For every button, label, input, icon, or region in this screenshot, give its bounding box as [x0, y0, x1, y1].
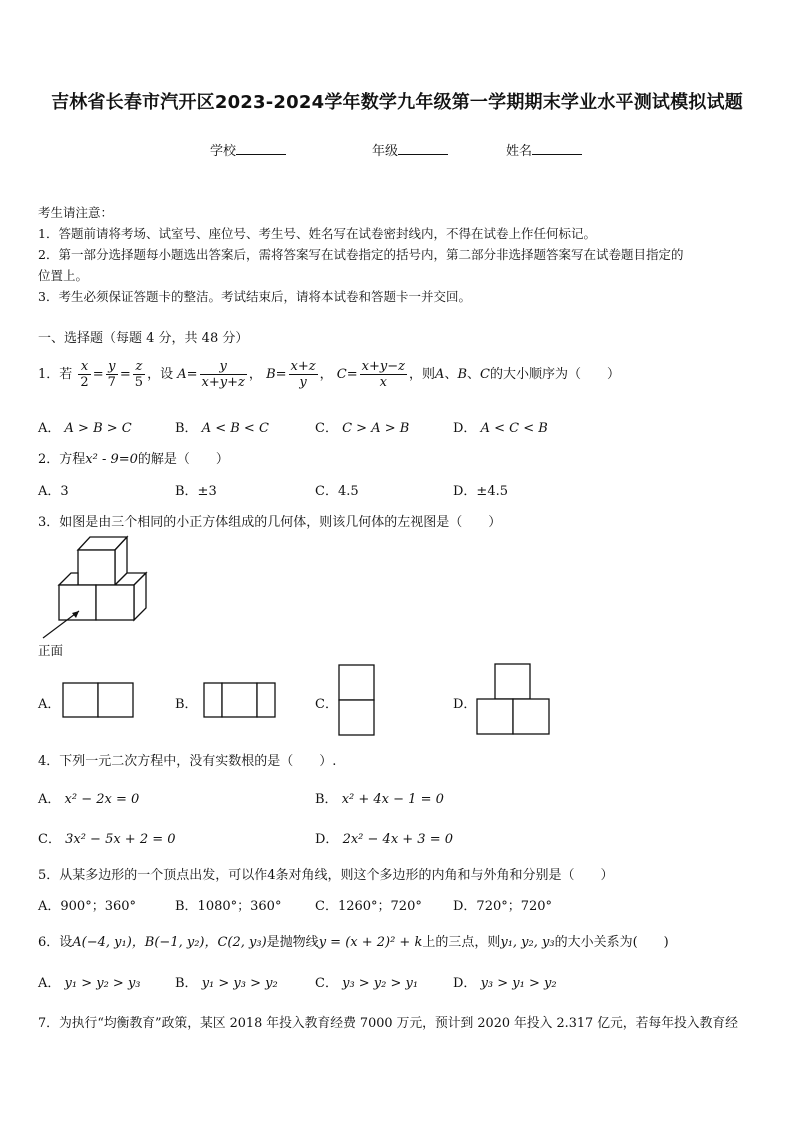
grade-blank[interactable]	[398, 142, 448, 155]
school-label: 学校	[210, 144, 237, 159]
q1-option-a[interactable]: A． A > B > C	[38, 421, 132, 436]
q1-option-d[interactable]: D． A < C < B	[453, 421, 548, 436]
frac-B: $\frac{x+z}{y}$	[290, 359, 316, 390]
q3-option-a[interactable]: A．	[38, 697, 61, 712]
question-2-stem: 2．方程x² - 9=0的解是（ ）	[38, 452, 229, 467]
section-heading: 一、选择题（每题 4 分，共 48 分）	[38, 331, 249, 346]
q6-option-d[interactable]: D． y₃ > y₁ > y₂	[453, 976, 557, 991]
q3-option-d[interactable]: D．	[453, 697, 477, 712]
school-blank[interactable]	[236, 142, 286, 155]
frac-z-5: $\frac{z}{5}$	[134, 359, 144, 390]
question-5-stem: 5．从某多边形的一个顶点出发，可以作4条对角线，则这个多边形的内角和与外角和分别是（ ）	[38, 868, 614, 883]
q2-option-d[interactable]: D．±4.5	[453, 484, 508, 499]
q2-option-a[interactable]: A．3	[38, 484, 69, 499]
name-label: 姓名	[506, 144, 533, 159]
q1-option-b[interactable]: B． A < B < C	[175, 421, 269, 436]
q4-option-d[interactable]: D． 2x² − 4x + 3 = 0	[315, 832, 454, 847]
frac-A: $\frac{y}{x+y+z}$	[201, 359, 245, 390]
q4-option-a[interactable]: A． x² − 2x = 0	[38, 792, 140, 807]
q6-option-b[interactable]: B． y₁ > y₃ > y₂	[175, 976, 278, 991]
question-3-stem: 3．如图是由三个相同的小正方体组成的几何体，则该几何体的左视图是（ ）	[38, 515, 502, 530]
front-label: 正面	[38, 643, 64, 658]
q5-option-c[interactable]: C．1260°；720°	[315, 899, 422, 914]
notes-item-3: 3．考生必须保证答题卡的整洁。考试结束后，请将本试卷和答题卡一并交回。	[38, 289, 471, 304]
notes-item-2: 2．第一部分选择题每小题选出答案后，需将答案写在试卷指定的括号内，第二部分非选择题答案写在试卷题目指定的	[38, 247, 684, 262]
q3-option-a-figure[interactable]	[62, 682, 134, 718]
q3-option-b[interactable]: B．	[175, 697, 198, 712]
question-7-stem: 7．为执行“均衡教育”政策，某区 2018 年投入教育经费 7000 万元，预计到 2020 年投入 2.317 亿元，若每年投入教育经	[38, 1016, 738, 1031]
notes-item-1: 1．答题前请将考场、试室号、座位号、考生号、姓名写在试卷密封线内，不得在试卷上作任何标记。	[38, 226, 596, 241]
frac-x-2: $\frac{x}{2}$	[80, 359, 89, 390]
question-1-stem: 1．若 $\frac{x}{2}$ = $\frac{y}{7}$ = $\frac{z}{5}$ ，设 A= $\frac{y}{x+y+z}$ ， B= $\frac{x+z}{y}$ ， C= $\frac{x+y-z}{x}$ ，则A、B、C的大小顺序为（ ）	[38, 359, 620, 390]
q6-option-c[interactable]: C． y₃ > y₂ > y₁	[315, 976, 419, 991]
q1-option-c[interactable]: C． C > A > B	[315, 421, 410, 436]
q3-option-c[interactable]: C．	[315, 697, 338, 712]
question-4-stem: 4．下列一元二次方程中，没有实数根的是（ ）.	[38, 754, 337, 769]
notes-item-2-cont: 位置上。	[38, 268, 89, 283]
q3-option-b-figure[interactable]	[203, 682, 276, 718]
notes-heading: 考生请注意：	[38, 205, 114, 220]
q3-option-c-figure[interactable]	[338, 664, 375, 736]
q2-option-b[interactable]: B．±3	[175, 484, 217, 499]
school-field	[210, 140, 286, 159]
name-blank[interactable]	[532, 142, 582, 155]
question-6-stem: 6．设A(−4, y₁)，B(−1, y₂)，C(2, y₃)是抛物线y = (x + 2)² + k上的三点，则y₁, y₂, y₃的大小关系为( )	[38, 935, 669, 950]
frac-C: $\frac{x+y-z}{x}$	[361, 359, 406, 390]
q3-option-d-figure[interactable]	[476, 663, 550, 735]
q2-option-c[interactable]: C．4.5	[315, 484, 359, 499]
page-title: 吉林省长春市汽开区2023-2024学年数学九年级第一学期期末学业水平测试模拟试题	[51, 92, 743, 113]
bottom-right-front-face	[96, 585, 134, 620]
q5-option-b[interactable]: B．1080°；360°	[175, 899, 282, 914]
grade-label: 年级	[372, 144, 399, 159]
q4-option-b[interactable]: B． x² + 4x − 1 = 0	[315, 792, 444, 807]
q5-option-d[interactable]: D．720°；720°	[453, 899, 553, 914]
q4-option-c[interactable]: C． 3x² − 5x + 2 = 0	[38, 832, 176, 847]
q5-option-a[interactable]: A．900°；360°	[38, 899, 137, 914]
name-field	[506, 140, 582, 159]
grade-field	[372, 140, 448, 159]
bottom-left-top-face	[59, 573, 78, 585]
frac-y-7: $\frac{y}{7}$	[107, 359, 116, 390]
top-cube-front-face	[78, 550, 115, 585]
q6-option-a[interactable]: A． y₁ > y₂ > y₃	[38, 976, 141, 991]
